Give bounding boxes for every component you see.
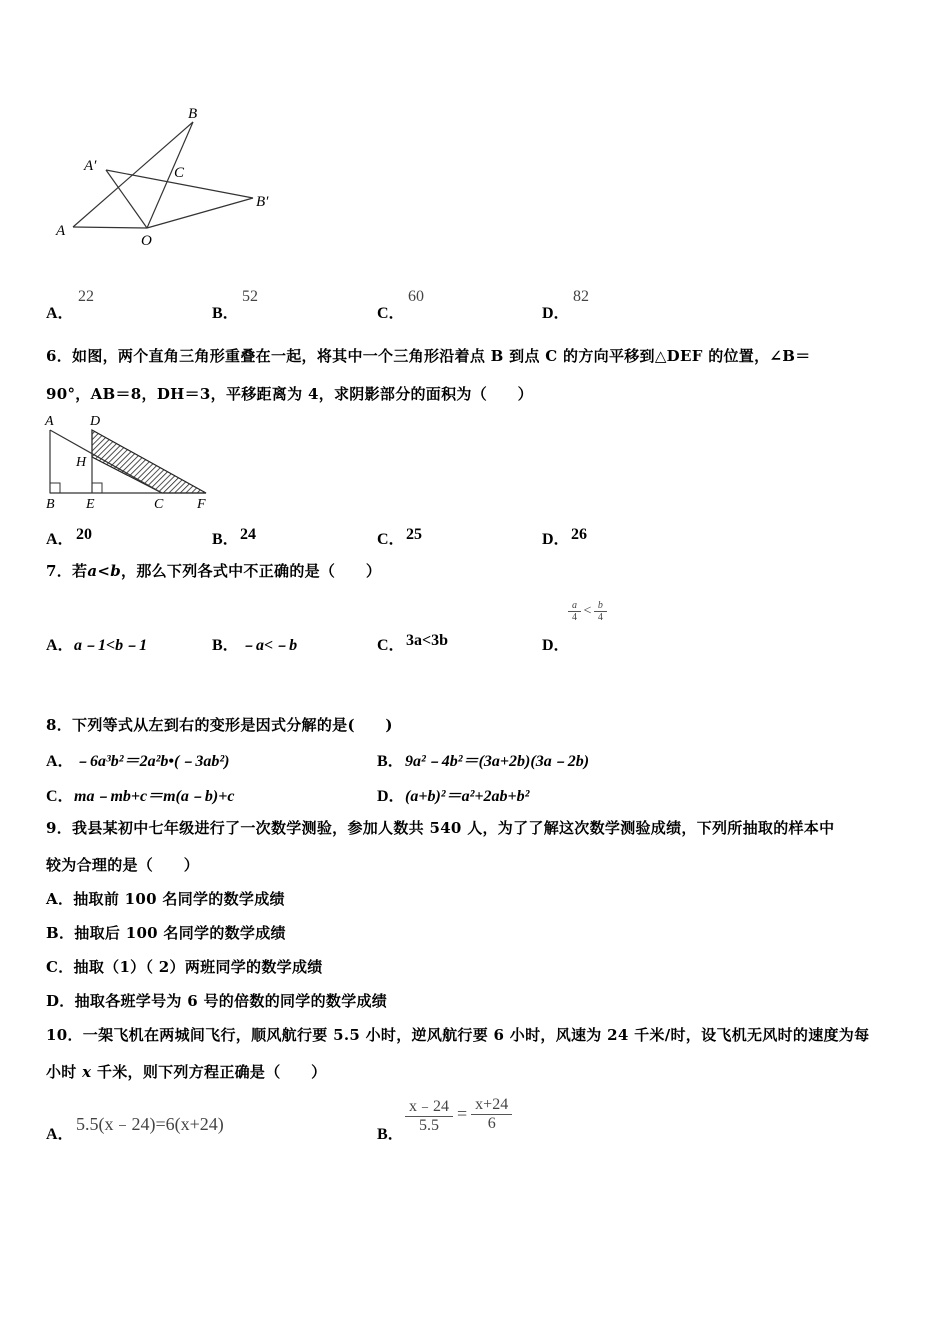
- q6-option-d-value: 26: [571, 526, 587, 543]
- q7-stem-suffix: ，那么下列各式中不正确的是（ ）: [121, 562, 382, 580]
- frac-den: 4: [597, 612, 603, 623]
- option-label: B．: [46, 924, 75, 942]
- frac-den: 5.5: [419, 1117, 439, 1134]
- frac-op: =: [457, 1103, 468, 1124]
- q8-option-c-label: C．: [46, 788, 74, 805]
- right-angle-B: [50, 483, 60, 493]
- option-value: 抽取前 100 名同学的数学成绩: [73, 890, 285, 908]
- q6-option-d-label: D．: [542, 531, 570, 548]
- q9-stem-line1: 9．我县某初中七年级进行了一次数学测验，参加人数共 540 人，为了了解这次数学测验成绩，下列所抽取的样本中: [46, 819, 835, 837]
- q8-option-b-value: 9a²﹣4b²＝(3a+2b)(3a﹣2b): [405, 753, 590, 770]
- q10-stem-suffix: 千米，则下列方程正确是（ ）: [96, 1063, 327, 1081]
- q5-option-b-label: B．: [212, 305, 239, 322]
- q6-option-b-value: 24: [240, 526, 256, 543]
- q7-stem-cond: a<b: [87, 562, 122, 580]
- q7-option-b-label: B．: [212, 637, 239, 654]
- q10-option-b-label: B．: [377, 1126, 404, 1143]
- q5-option-b-value: 52: [242, 288, 258, 305]
- q10-stem-line2: [46, 1061, 326, 1082]
- q8-stem: 8．下列等式从左到右的变形是因式分解的是( ): [46, 716, 393, 734]
- q6-option-a-label: A．: [46, 531, 74, 548]
- q5-option-a-label: A．: [46, 305, 74, 322]
- q9-option-b: [46, 922, 286, 943]
- q5-option-d-label: D．: [542, 305, 570, 322]
- label-A: A: [45, 414, 54, 429]
- q7-option-a-value: a﹣1<b﹣1: [74, 637, 148, 654]
- q10-option-b-expr: [405, 1093, 512, 1135]
- q7-option-d-label: D．: [542, 637, 570, 654]
- q8-option-c-value: ma﹣mb+c＝m(a﹣b)+c: [74, 788, 235, 805]
- q8-option-a-label: A．: [46, 753, 74, 770]
- q9-option-d: [46, 990, 387, 1011]
- q5-option-c-label: C．: [377, 305, 405, 322]
- q10-option-a-value: 5.5(x﹣24)=6(x+24): [76, 1114, 224, 1134]
- q7-option-c-value: 3a<3b: [406, 632, 449, 649]
- q9-option-a: [46, 888, 285, 909]
- q6-stem-line2: 90°，AB＝8，DH＝3，平移距离为 4，求阴影部分的面积为（ ）: [46, 385, 533, 403]
- q6-stem-line1: 6．如图，两个直角三角形重叠在一起，将其中一个三角形沿着点 B 到点 C 的方向平移到△DEF 的位置，∠B＝: [46, 347, 811, 365]
- q9-stem-line2: 较为合理的是（ ）: [46, 856, 200, 874]
- label-F: F: [197, 497, 206, 512]
- q10-option-a-label: A．: [46, 1126, 74, 1143]
- q10-stem-line1: 10．一架飞机在两城间飞行，顺风航行要 5.5 小时，逆风航行要 6 小时，风速为 24 千米/时，设飞机无风时的速度为每: [46, 1026, 870, 1044]
- segment-B-O: [147, 122, 193, 228]
- label-O: O: [141, 233, 152, 249]
- frac-num: x﹣24: [405, 1093, 453, 1117]
- q9-option-c: [46, 956, 323, 977]
- option-value: 抽取各班学号为 6 号的倍数的同学的数学成绩: [74, 992, 388, 1010]
- option-label: D．: [46, 992, 75, 1010]
- q7-option-a-label: A．: [46, 637, 74, 654]
- q6-option-a-value: 20: [76, 526, 92, 543]
- label-B: B: [188, 106, 198, 122]
- label-C: C: [154, 497, 164, 512]
- label-A-prime: A′: [84, 158, 97, 174]
- q5-figure: [48, 100, 288, 250]
- q7-option-b-value: ﹣a<﹣b: [240, 637, 298, 654]
- frac-den: 6: [487, 1114, 496, 1132]
- q7-stem-prefix: 7．若: [46, 562, 88, 580]
- q5-option-d-value: 82: [573, 288, 589, 305]
- q8-option-d-value: (a+b)²＝a²+2ab+b²: [405, 788, 530, 805]
- q6-option-c-value: 25: [406, 526, 422, 543]
- segment-Aprime-O: [106, 170, 147, 228]
- option-value: 抽取（1）（ 2）两班同学的数学成绩: [73, 958, 323, 976]
- option-label: A．: [46, 890, 74, 908]
- right-angle-E: [92, 483, 102, 493]
- frac-num: a: [568, 600, 581, 612]
- q6-figure: [42, 410, 222, 515]
- label-C: C: [174, 165, 185, 181]
- frac-num: b: [594, 600, 607, 612]
- q10-stem-var: x: [82, 1063, 92, 1081]
- option-label: C．: [46, 958, 74, 976]
- q8-option-b-label: B．: [377, 753, 404, 770]
- frac-op: <: [583, 603, 592, 619]
- label-B: B: [46, 497, 55, 512]
- frac-den: 4: [572, 612, 577, 623]
- q10-stem-prefix: 小时: [46, 1063, 77, 1081]
- label-D: D: [90, 414, 101, 429]
- label-E: E: [86, 497, 95, 512]
- q7-option-c-label: C．: [377, 637, 405, 654]
- label-H: H: [76, 455, 87, 470]
- q7-option-d-expr: [568, 600, 607, 623]
- q8-option-a-value: ﹣6a³b²＝2a²b•(﹣3ab²): [74, 753, 230, 770]
- option-value: 抽取后 100 名同学的数学成绩: [74, 924, 286, 942]
- label-A: A: [56, 223, 66, 239]
- segment-A-O: [73, 227, 147, 228]
- frac-num: x+24: [471, 1096, 512, 1115]
- label-B-prime: B′: [256, 194, 269, 210]
- q6-option-b-label: B．: [212, 531, 239, 548]
- q5-option-c-value: 60: [408, 288, 424, 305]
- q5-option-a-value: 22: [78, 288, 94, 305]
- shaded-region: [92, 430, 206, 493]
- q6-option-c-label: C．: [377, 531, 405, 548]
- q8-option-d-label: D．: [377, 788, 405, 805]
- q7-stem: [46, 560, 381, 581]
- segment-O-Bprime: [147, 198, 253, 228]
